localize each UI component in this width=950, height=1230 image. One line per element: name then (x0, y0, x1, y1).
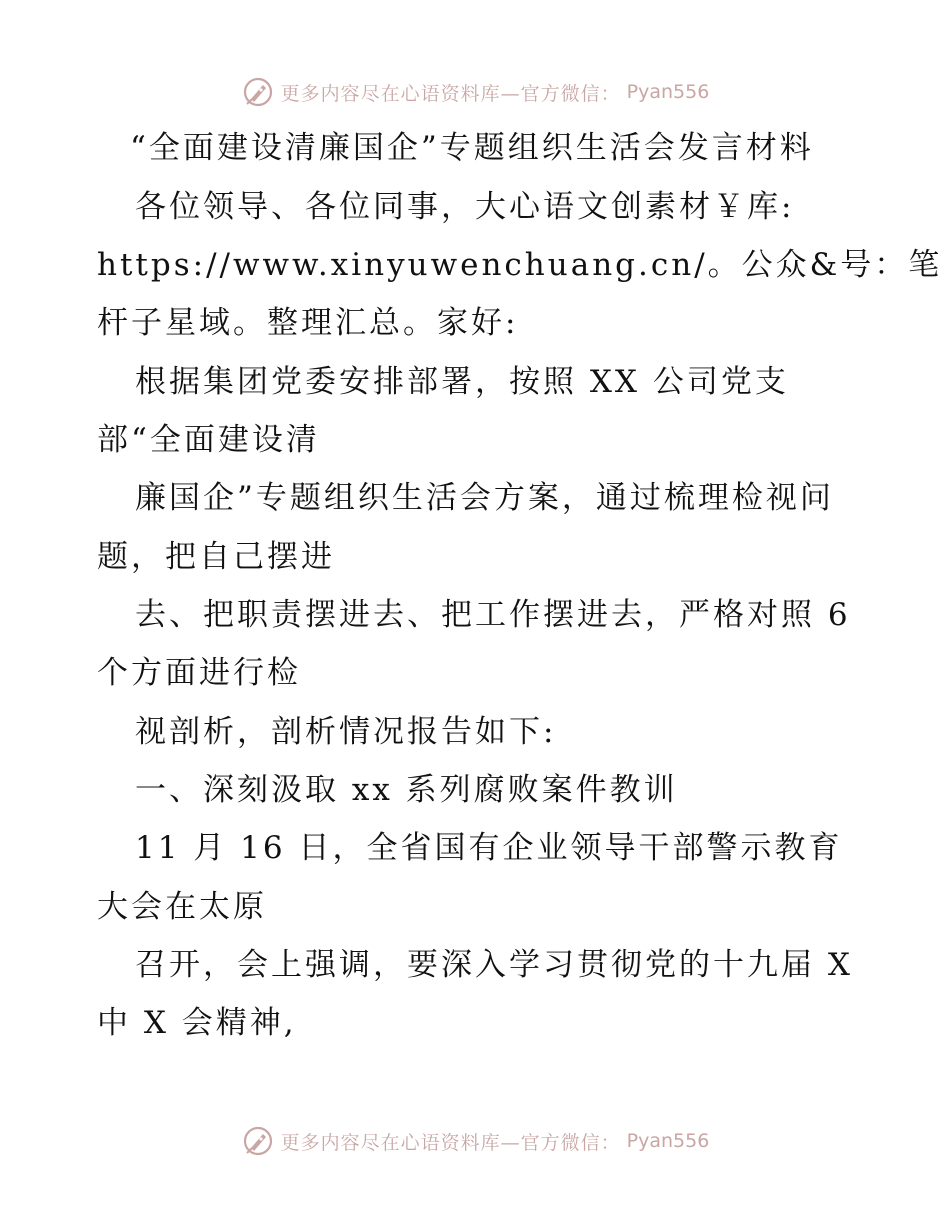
paragraph-line: 11 月 16 日，全省国有企业领导干部警示教育 (135, 830, 843, 866)
watermark-brand: Pyan556 (626, 1130, 710, 1152)
pen-nib-logo-icon (241, 1124, 275, 1158)
paragraph-line: 各位领导、各位同事，大心语文创素材￥库: (135, 189, 795, 225)
paragraph-line: 根据集团党委安排部署，按照 XX 公司党支 (135, 364, 789, 400)
document-title: “全面建设清廉国企”专题组织生活会发言材料 (130, 130, 814, 166)
paragraph-line: https://www.xinyuwenchuang.cn/。公众&号：笔 (97, 247, 943, 283)
paragraph-line: 召开，会上强调，要深入学习贯彻党的十九届 X (135, 947, 853, 983)
paragraph-line: 视剖析，剖析情况报告如下: (135, 714, 557, 750)
paragraph-line: 题，把自己摆进 (97, 539, 335, 575)
paragraph-line: 大会在太原 (97, 889, 267, 925)
section-heading: 一、深刻汲取 xx 系列腐败案件教训 (135, 772, 678, 808)
paragraph-line: 个方面进行检 (97, 655, 301, 691)
paragraph-line: 去、把职责摆进去、把工作摆进去，严格对照 6 (135, 597, 851, 633)
paragraph-line: 杆子星域。整理汇总。家好: (97, 305, 519, 341)
paragraph-line: 中 X 会精神, (97, 1005, 297, 1041)
watermark-brand: Pyan556 (626, 81, 710, 103)
paragraph-line: 廉国企”专题组织生活会方案，通过梳理检视问 (135, 480, 834, 516)
footer-watermark (0, 1121, 950, 1161)
paragraph-line: 部“全面建设清 (97, 422, 320, 458)
watermark-text: 更多内容尽在心语资料库—官方微信： (280, 82, 621, 105)
watermark-text: 更多内容尽在心语资料库—官方微信： (280, 1131, 621, 1154)
